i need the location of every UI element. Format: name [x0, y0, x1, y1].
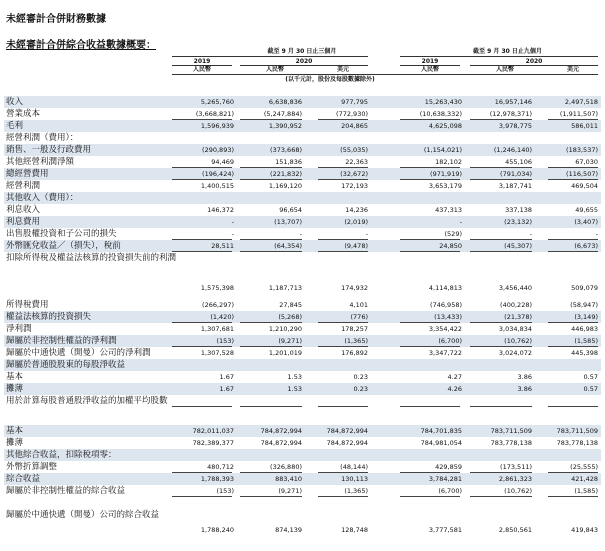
cell-value: (25,555)	[570, 463, 598, 471]
cell-value: (48,144)	[340, 463, 368, 471]
cell-value: 783,711,509	[490, 427, 532, 435]
cell-value: 182,102	[435, 158, 462, 166]
cell-value: -	[231, 218, 234, 226]
total-underline	[400, 251, 460, 252]
cell-value: (6,700)	[438, 487, 462, 495]
cell-value: (32,672)	[340, 170, 368, 178]
cell-value: 784,872,994	[326, 439, 368, 447]
cell-value: (2,019)	[344, 218, 368, 226]
cell-value: (221,832)	[270, 170, 302, 178]
cell-value: (173,511)	[500, 463, 532, 471]
year-header-2020-n: 2020	[525, 58, 543, 65]
cell-value: 0.23	[353, 373, 368, 381]
cell-value: (10,638,332)	[419, 110, 462, 118]
total-underline	[400, 406, 460, 407]
year-header-2019-q: 2019	[193, 58, 211, 65]
year-header-2019-n: 2019	[421, 58, 439, 65]
cell-value: 0.57	[583, 385, 598, 393]
total-underline	[470, 251, 532, 252]
cell-value: 782,389,377	[192, 439, 234, 447]
cell-value: 3,653,179	[428, 182, 462, 190]
cell-value: 1.53	[287, 373, 302, 381]
cell-value: 2,850,561	[498, 526, 532, 534]
cell-value: (1,585)	[574, 337, 598, 345]
cell-value: 446,983	[571, 325, 598, 333]
cell-value: -	[231, 230, 234, 238]
total-underline	[318, 251, 368, 252]
cell-value: (116,507)	[566, 170, 598, 178]
cell-value: 3,354,422	[428, 325, 462, 333]
cell-value: (1,420)	[210, 313, 234, 321]
cell-value: (5,268)	[278, 313, 302, 321]
cell-value: 176,892	[341, 349, 368, 357]
cell-value: 174,932	[341, 284, 368, 292]
cell-value: 6,638,836	[268, 98, 302, 106]
cell-value: 480,712	[207, 463, 234, 471]
row-label: 利息費用	[6, 217, 41, 227]
cell-value: (9,478)	[344, 242, 368, 250]
cell-value: (6,673)	[574, 242, 598, 250]
cell-value: (9,271)	[278, 487, 302, 495]
cell-value: (1,365)	[344, 337, 368, 345]
row-label: 經營利潤（費用）：	[6, 133, 79, 143]
cell-value: 784,872,994	[260, 427, 302, 435]
cell-value: -	[299, 230, 302, 238]
total-underline	[548, 251, 598, 252]
row-label: 扣除所得稅及權益法核算的投資損失前的利潤	[6, 253, 177, 263]
cell-value: 1,788,393	[200, 475, 234, 483]
cell-value: 337,138	[505, 206, 532, 214]
total-underline	[318, 406, 368, 407]
cell-value: (10,762)	[504, 487, 532, 495]
currency-header-rmb: 人民幣	[495, 66, 514, 73]
total-underline	[240, 251, 302, 252]
row-label: 經營利潤	[6, 181, 41, 191]
row-label: 綜合收益	[6, 474, 41, 484]
cell-value: (971,919)	[430, 170, 462, 178]
row-label: 攤薄	[6, 438, 24, 448]
cell-value: 130,113	[341, 475, 368, 483]
cell-value: 419,843	[571, 526, 598, 534]
cell-value: 172,193	[341, 182, 368, 190]
cell-value: (183,537)	[566, 146, 598, 154]
cell-value: 455,106	[505, 158, 532, 166]
cell-value: (373,668)	[270, 146, 302, 154]
cell-value: 5,265,760	[200, 98, 234, 106]
cell-value: 2,861,323	[498, 475, 532, 483]
cell-value: 782,011,037	[192, 427, 234, 435]
cell-value: 469,504	[571, 182, 598, 190]
cell-value: -	[529, 230, 532, 238]
cell-value: 3,187,741	[498, 182, 532, 190]
cell-value: 96,654	[279, 206, 302, 214]
total-underline	[470, 496, 532, 497]
row-label: 歸屬於中通快遞（開曼）公司的綜合收益	[6, 510, 160, 520]
cell-value: 4.27	[447, 373, 462, 381]
cell-value: 1,788,240	[200, 526, 234, 534]
cell-value: 4.26	[447, 385, 462, 393]
row-label: 攤薄	[6, 384, 24, 394]
cell-value: 3,024,072	[498, 349, 532, 357]
cell-value: 784,872,994	[326, 427, 368, 435]
row-label: 基本	[6, 372, 24, 382]
total-underline	[318, 496, 368, 497]
cell-value: -	[459, 218, 462, 226]
cell-value: (326,880)	[270, 463, 302, 471]
cell-value: 4,625,098	[428, 122, 462, 130]
cell-value: (1,154,021)	[423, 146, 462, 154]
cell-value: 1,596,939	[200, 122, 234, 130]
cell-value: (400,228)	[500, 301, 532, 309]
total-underline	[470, 406, 532, 407]
cell-value: 783,778,138	[490, 439, 532, 447]
row-label: 外幣折算調整	[6, 462, 58, 472]
cell-value: 28,511	[211, 242, 234, 250]
cell-value: 94,469	[211, 158, 234, 166]
cell-value: (791,034)	[500, 170, 532, 178]
cell-value: 16,957,146	[494, 98, 532, 106]
cell-value: 4,114,813	[428, 284, 462, 292]
cell-value: 784,872,994	[260, 439, 302, 447]
cell-value: 883,410	[275, 475, 302, 483]
row-label: 歸屬於非控制性權益的綜合收益	[6, 486, 126, 496]
cell-value: 4,101	[349, 301, 368, 309]
currency-header-rmb: 人民幣	[192, 66, 211, 73]
cell-value: 27,845	[279, 301, 302, 309]
cell-value: (1,246,140)	[493, 146, 532, 154]
cell-value: (1,585)	[574, 487, 598, 495]
row-label: 外幣匯兌收益／（損失），稅前	[6, 241, 121, 251]
cell-value: 146,372	[207, 206, 234, 214]
cell-value: 586,011	[571, 122, 598, 130]
cell-value: (529)	[444, 230, 462, 238]
row-label: 其他綜合收益，扣除稅項零：	[6, 450, 117, 460]
cell-value: (58,947)	[570, 301, 598, 309]
cell-value: 445,398	[571, 349, 598, 357]
row-label: 利息收入	[6, 205, 41, 215]
row-label: 歸屬於非控制性權益的淨利潤	[6, 336, 117, 346]
row-label: 其他經營利潤淨額	[6, 157, 75, 167]
cell-value: -	[365, 230, 368, 238]
total-underline	[548, 496, 598, 497]
currency-header-rmb: 人民幣	[265, 66, 284, 73]
section-title: 未經審計合併綜合收益數據概要：	[6, 40, 156, 51]
cell-value: (3,149)	[574, 313, 598, 321]
cell-value: (3,407)	[574, 218, 598, 226]
cell-value: (10,762)	[504, 337, 532, 345]
cell-value: 1,307,681	[200, 325, 234, 333]
cell-value: 128,748	[341, 526, 368, 534]
cell-value: 3,784,281	[428, 475, 462, 483]
row-label: 其他收入（費用）：	[6, 193, 79, 203]
unit-note: (以千元計，股份及每股數據除外)	[285, 76, 375, 83]
cell-value: 3.86	[517, 385, 532, 393]
cell-value: 49,655	[575, 206, 598, 214]
cell-value: 0.57	[583, 373, 598, 381]
row-label: 歸屬於普通股股東的每股淨收益	[6, 360, 126, 370]
total-underline	[172, 496, 232, 497]
cell-value: (290,893)	[202, 146, 234, 154]
cell-value: 1,187,713	[268, 284, 302, 292]
cell-value: 1,390,952	[268, 122, 302, 130]
cell-value: (13,707)	[274, 218, 302, 226]
cell-value: 2,497,518	[564, 98, 598, 106]
cell-value: 3,456,440	[498, 284, 532, 292]
row-label: 權益法核算的投資損失	[6, 312, 92, 322]
cell-value: 1,201,019	[268, 349, 302, 357]
row-label: 所得稅費用	[6, 300, 49, 310]
cell-value: (3,668,821)	[195, 110, 234, 118]
cell-value: 3,034,834	[498, 325, 532, 333]
cell-value: 1,169,120	[268, 182, 302, 190]
row-label: 用於計算每股普通股淨收益的加權平均股數	[6, 396, 168, 406]
year-header-2020-q: 2020	[295, 58, 313, 65]
cell-value: (55,035)	[340, 146, 368, 154]
cell-value: 784,981,054	[420, 439, 462, 447]
cell-value: 977,795	[341, 98, 368, 106]
cell-value: 0.23	[353, 385, 368, 393]
cell-value: 1,400,515	[200, 182, 234, 190]
cell-value: (45,307)	[504, 242, 532, 250]
cell-value: (13,433)	[434, 313, 462, 321]
row-label: 基本	[6, 426, 24, 436]
cell-value: (153)	[216, 337, 234, 345]
cell-value: 1,210,290	[268, 325, 302, 333]
cell-value: 437,313	[435, 206, 462, 214]
row-label: 收入	[6, 97, 24, 107]
cell-value: 3.86	[517, 373, 532, 381]
cell-value: 14,236	[345, 206, 368, 214]
row-label: 毛利	[6, 121, 24, 131]
cell-value: 24,850	[439, 242, 462, 250]
row-stripe	[4, 192, 601, 204]
cell-value: 3,978,775	[498, 122, 532, 130]
row-label: 銷售、一般及行政費用	[6, 145, 92, 155]
cell-value: (1,911,507)	[559, 110, 598, 118]
cell-value: (21,378)	[504, 313, 532, 321]
cell-value: 204,865	[341, 122, 368, 130]
cell-value: 783,711,509	[556, 427, 598, 435]
cell-value: 874,139	[275, 526, 302, 534]
cell-value: 3,777,581	[428, 526, 462, 534]
cell-value: 783,778,138	[556, 439, 598, 447]
cell-value: 15,263,430	[424, 98, 462, 106]
cell-value: 429,859	[435, 463, 462, 471]
cell-value: 1.67	[219, 385, 234, 393]
cell-value: (12,978,371)	[489, 110, 532, 118]
currency-header-usd: 美元	[336, 66, 349, 73]
row-label: 營業成本	[6, 109, 41, 119]
row-label: 總經營費用	[6, 169, 49, 179]
total-underline	[548, 406, 598, 407]
total-underline	[240, 496, 302, 497]
row-label: 歸屬於中通快遞（開曼）公司的淨利潤	[6, 348, 151, 358]
cell-value: 178,257	[341, 325, 368, 333]
cell-value: (153)	[216, 487, 234, 495]
cell-value: (776)	[350, 313, 368, 321]
page-title: 未經審計合併財務數據	[6, 14, 106, 25]
period-header-three-months: 截至 9 月 30 日止三個月	[267, 48, 337, 55]
currency-header-rmb: 人民幣	[420, 66, 439, 73]
cell-value: 1.67	[219, 373, 234, 381]
cell-value: -	[595, 230, 598, 238]
cell-value: (23,132)	[504, 218, 532, 226]
total-underline	[172, 406, 232, 407]
cell-value: 1,575,398	[200, 284, 234, 292]
cell-value: (5,247,884)	[263, 110, 302, 118]
cell-value: (746,958)	[430, 301, 462, 309]
cell-value: (772,930)	[336, 110, 368, 118]
cell-value: 151,836	[275, 158, 302, 166]
cell-value: 421,428	[571, 475, 598, 483]
cell-value: (196,424)	[202, 170, 234, 178]
row-label: 淨利潤	[6, 324, 32, 334]
cell-value: (1,365)	[344, 487, 368, 495]
cell-value: 22,363	[345, 158, 368, 166]
cell-value: (6,700)	[438, 337, 462, 345]
cell-value: 509,079	[571, 284, 598, 292]
row-label: 出售股權投資和子公司的損失	[6, 229, 117, 239]
total-underline	[400, 496, 460, 497]
cell-value: (266,297)	[202, 301, 234, 309]
cell-value: 784,701,835	[420, 427, 462, 435]
total-underline	[240, 406, 302, 407]
cell-value: 3,347,722	[428, 349, 462, 357]
cell-value: (9,271)	[278, 337, 302, 345]
cell-value: 1,307,528	[200, 349, 234, 357]
cell-value: (64,354)	[274, 242, 302, 250]
currency-header-usd: 美元	[566, 66, 579, 73]
period-header-nine-months: 截至 9 月 30 日止九個月	[473, 48, 542, 55]
cell-value: 1.53	[287, 385, 302, 393]
cell-value: 67,030	[575, 158, 598, 166]
